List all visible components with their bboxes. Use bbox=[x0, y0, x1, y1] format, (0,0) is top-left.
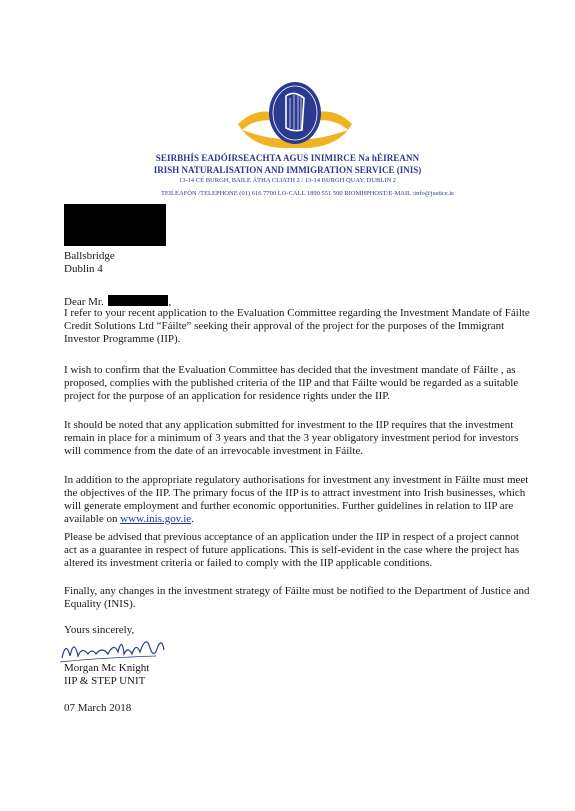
paragraph-5: Please be advised that previous acceptance of an application under the IIP in respect of a project cannot act as a guarantee in respect of future applications. This is self-evident in the case where the project has altered its investment criteria or failed to comply with the IIP applicable conditions. bbox=[64, 531, 520, 569]
sign-off: Yours sincerely, bbox=[64, 624, 135, 636]
paragraph-1: I refer to your recent application to the Evaluation Committee regarding the Investment Mandate of Fáilte Credit Solutions Ltd “Fáilte” seeking their approval of the project for the purposes of the Immigrant Investor Programme (IIP). bbox=[64, 307, 530, 345]
address-line-2: Dublin 4 bbox=[64, 263, 103, 275]
salutation-text: Dear Mr. bbox=[64, 296, 104, 308]
paragraph-4-end: . bbox=[191, 513, 194, 525]
signatory-name: Morgan Mc Knight bbox=[64, 662, 150, 674]
redacted-recipient-block bbox=[64, 204, 166, 246]
letterhead-contact: TEILEAFÓN /TELEPHONE (01) 616 7700 LO-CALL 1890 551 500 RIOMHPHOST/E-MAIL :info@justice.ie bbox=[160, 190, 455, 197]
letter-date: 07 March 2018 bbox=[64, 702, 132, 714]
harp-emblem-icon bbox=[236, 80, 354, 152]
address-line-1: Ballsbridge bbox=[64, 250, 115, 262]
salutation-comma: , bbox=[168, 296, 172, 308]
paragraph-2: I wish to confirm that the Evaluation Committee has decided that the investment mandate of Fáilte , as proposed, complies with the published criteria of the IIP and that Fáilte would be regarded as a suitable project for the purpose of an application for residence rights under the IIP. bbox=[64, 364, 519, 402]
letterhead-address: 13-14 CÉ BURGH, BAILE ÁTHA CLIATH 2 / 13-14 BURGH QUAY, DUBLIN 2 bbox=[178, 177, 397, 184]
paragraph-4-text: In addition to the appropriate regulatory authorisations for investment any investment in Fáilte must meet the objectives of the IIP. The primary focus of the IIP is to attract investment into Irish businesses, which will generate employment and further economic opportunities. Further guidelines in relation to IIP are available on bbox=[64, 474, 529, 525]
inis-website-link[interactable]: www.inis.gov.ie bbox=[120, 513, 192, 525]
letterhead-english-title: IRISH NATURALISATION AND IMMIGRATION SERVICE (INIS) bbox=[153, 165, 422, 175]
paragraph-6: Finally, any changes in the investment strategy of Fáilte must be notified to the Department of Justice and Equality (INIS). bbox=[64, 585, 530, 610]
handwritten-signature bbox=[58, 632, 168, 666]
signatory-unit: IIP & STEP UNIT bbox=[64, 675, 146, 687]
redacted-recipient-name bbox=[108, 295, 168, 306]
paragraph-3: It should be noted that any application submitted for investment to the IIP requires that the investment remain in place for a minimum of 3 years and that the 3 year obligatory investment period for investors will commence from the date of an irrevocable investment in Fáilte. bbox=[64, 419, 519, 457]
paragraph-4 bbox=[64, 474, 534, 526]
letterhead-irish-title: SEIRBHÍS EADÓIRSEACHTA AGUS INIMIRCE Na hÉIREANN bbox=[155, 153, 420, 163]
